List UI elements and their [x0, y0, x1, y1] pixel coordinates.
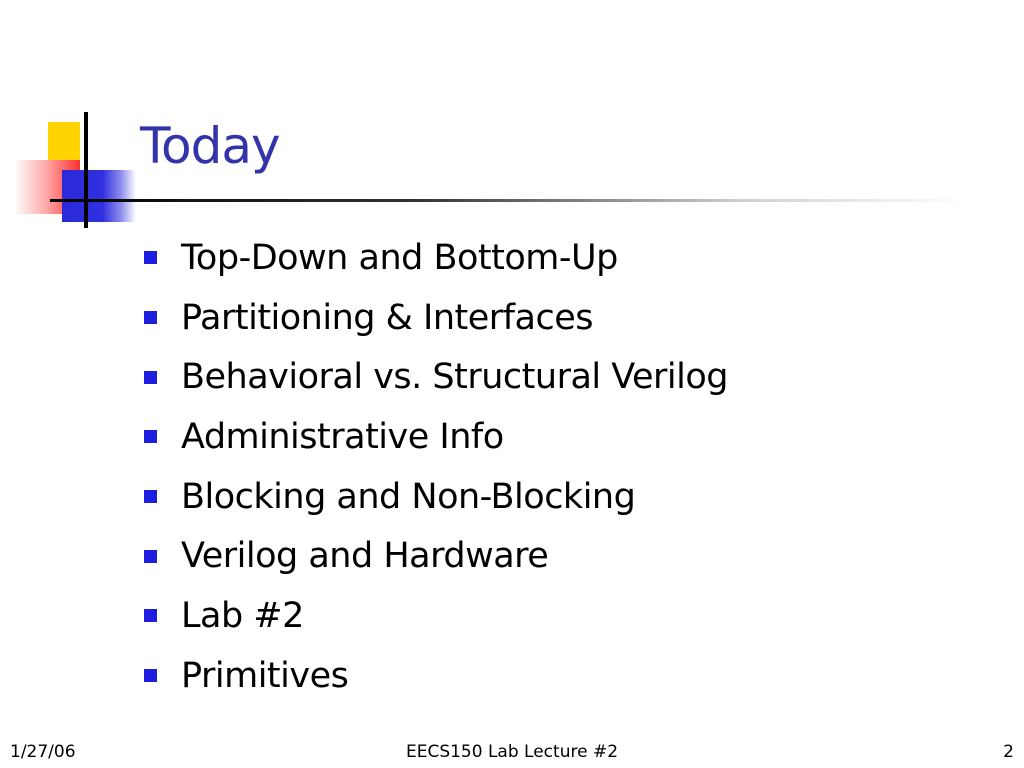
- footer-page-number: 2: [1003, 742, 1014, 762]
- bullet-item: [144, 407, 728, 467]
- bullet-item: [144, 467, 728, 527]
- square-bullet-icon: [144, 550, 157, 563]
- bullet-text: Primitives: [181, 655, 349, 696]
- bullet-text: Partitioning & Interfaces: [181, 297, 593, 338]
- square-bullet-icon: [144, 609, 157, 622]
- title-underline: [50, 199, 970, 202]
- bullet-item: [144, 646, 728, 706]
- square-bullet-icon: [144, 430, 157, 443]
- bullet-text: Verilog and Hardware: [181, 536, 549, 577]
- bullet-text: Administrative Info: [181, 416, 504, 457]
- logo-vertical-line: [84, 112, 88, 228]
- bullet-text: Lab #2: [181, 595, 304, 636]
- slide-title: Today: [140, 117, 280, 175]
- logo-blue-square: [62, 170, 136, 222]
- bullet-item: [144, 526, 728, 586]
- bullet-text: Behavioral vs. Structural Verilog: [181, 357, 728, 398]
- bullet-text: Blocking and Non-Blocking: [181, 476, 636, 517]
- footer-course-title: EECS150 Lab Lecture #2: [405, 742, 619, 762]
- square-bullet-icon: [144, 371, 157, 384]
- bullet-item: [144, 228, 728, 288]
- square-bullet-icon: [144, 251, 157, 264]
- square-bullet-icon: [144, 311, 157, 324]
- square-bullet-icon: [144, 669, 157, 682]
- bullet-item: [144, 288, 728, 348]
- slide-logo-decoration: [0, 0, 150, 240]
- bullet-item: [144, 586, 728, 646]
- bullet-text: Top-Down and Bottom-Up: [181, 237, 618, 278]
- bullet-item: [144, 347, 728, 407]
- footer-date: 1/27/06: [10, 742, 76, 762]
- square-bullet-icon: [144, 490, 157, 503]
- bullet-list: [144, 228, 728, 706]
